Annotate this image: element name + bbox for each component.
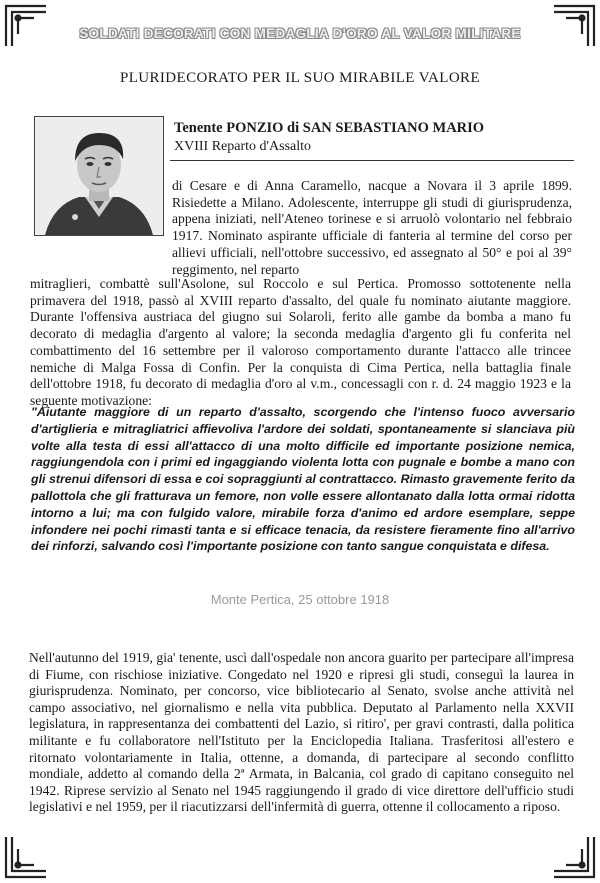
motivation-place-date: Monte Pertica, 25 ottobre 1918 <box>210 592 390 607</box>
corner-ornament-icon <box>4 835 48 879</box>
person-name: Tenente PONZIO di SAN SEBASTIANO MARIO <box>174 120 485 136</box>
page-subtitle: PLURIDECORATO PER IL SUO MIRABILE VALORE <box>119 70 481 86</box>
page-header-title: SOLDATI DECORATI CON MEDAGLIA D'ORO AL VALOR MILITARE <box>79 26 521 41</box>
person-heading <box>174 120 484 155</box>
biography-continuation: mitraglieri, combattè sull'Asolone, sul Roccolo e sul Pertica. Promosso sottotenente nella primavera del 1918, passò al XVIII reparto d'assalto, del quale fu nominato aiutante maggiore. Durante l'offensiva austriaca del giugno sui Solaroli, ferito alle gambe da bomba a mano fu decorato di medaglia d'argento al valore; la seconda medaglia d'argento gli fu conferita nel combattimento del 16 settembre per il valoroso comportamento durante l'attacco alle trincee nemiche di Malga Fossa di Confin. Per la conquista di Cima Pertica, nella battaglia finale dell'ottobre 1918, fu decorato di medaglia d'oro al v.m., concessagli con r. d. 24 maggio 1923 e la seguente motivazione: <box>30 276 571 408</box>
corner-ornament-icon <box>552 835 596 879</box>
person-unit: XVIII Reparto d'Assalto <box>174 139 312 154</box>
name-divider <box>170 160 574 161</box>
biography-intro: di Cesare e di Anna Caramello, nacque a Novara il 3 aprile 1899. Risiedette a Milano. Adolescente, interruppe gli studi di giurisprudenza, appena iniziati, nell'Ateneo torinese e si arruolò volontario nel febbraio 1917. Nominato aspirante ufficiale di fanteria al termine del corso per allievi ufficiali, nell'ottobre successivo, ed assegnato al 50° e poi al 39° reggimento, nel reparto <box>172 178 572 277</box>
soldier-portrait <box>34 116 164 236</box>
medal-motivation: "Aiutante maggiore di un reparto d'assalto, scorgendo che l'intenso fuoco avversario d'artiglieria e mitragliatrici affievoliva l'ardore dei soldati, spontaneamente si slanciava più volte alla testa di essi all'attacco di una molto difficile ed importante posizione nemica, raggiungendola con i primi ed ingaggiando violenta lotta con pugnale e bombe a mano con gli strenui difensori di essa e coi sopraggiunti al contrattacco. Rimasto gravemente ferito da pallottola che gli fratturava un femore, non volle essere allontanato dalla lotta ormai ridotta intorno a lui; ma con fulgido valore, mirabile forza d'animo ed ardore esemplare, seppe infondere nei pochi rimasti tanta e si efficace tenacia, da resistere fieramente fino all'arrivo dei rinforzi, salvando così l'importante posizione con tanto sangue conquistata e difesa. <box>31 405 575 554</box>
later-life-paragraph: Nell'autunno del 1919, gia' tenente, uscì dall'ospedale non ancora guarito per partecipare all'impresa di Fiume, con rischiose iniziative. Congedato nel 1920 e ripresi gli studi, conseguì la laurea in giurisprudenza. Nominato, per concorso, vice bibliotecario al Senato, svolse anche attività nel campo associativo, nel giornalismo e nella vita pubblica. Deputato al Parlamento nella XXVII legislatura, in rappresentanza dei combattenti del Lazio, si ritiro', per gravi contrasti, dalla politica militante e fu collaboratore nell'Istituto per la Enciclopedia Italiana. Trasferitosi all'estero e ritornato volontariamente in Italia, ottenne, a domanda, di partecipare al secondo conflitto mondiale, addetto al comando della 2ª Armata, in Balcania, col grado di capitano conseguito nel 1942. Riprese servizio al Senato nel 1945 raggiungendo il grado di vice direttore dell'ufficio studi legislativi e nel 1959, per il riacutizzarsi dell'infermità di guerra, ottenne il collocamento a riposo. <box>29 650 574 815</box>
